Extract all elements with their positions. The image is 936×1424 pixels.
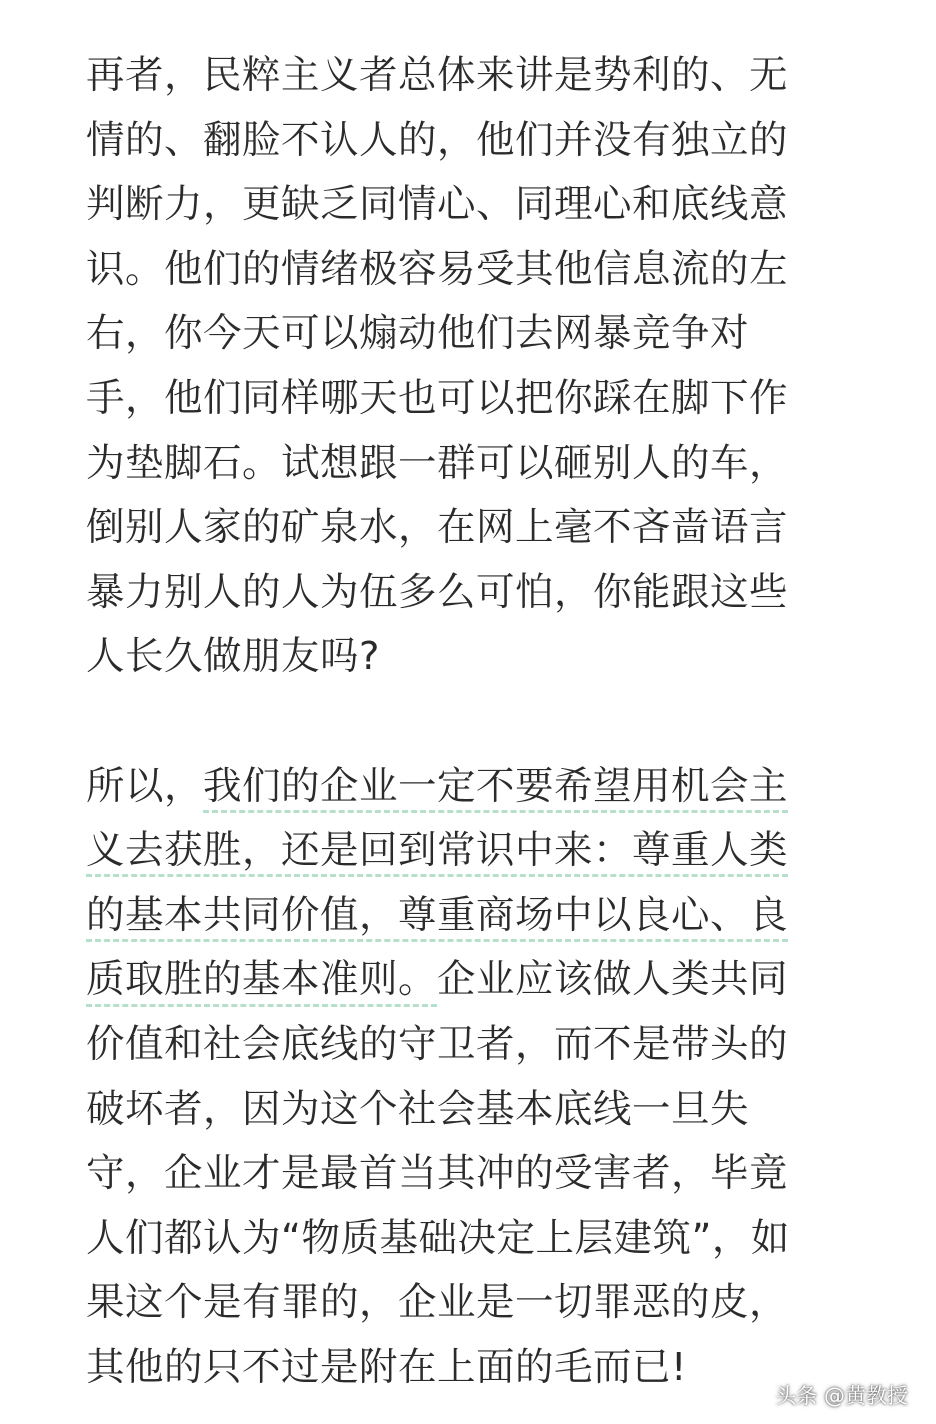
text-line: 识。他们的情绪极容易受其他信息流的左	[86, 246, 789, 292]
text-line	[86, 884, 856, 949]
highlighted-text[interactable]: 质取胜的基本准则。	[86, 959, 437, 1006]
highlighted-text[interactable]: 义去获胜，还是回到常识中来：尊重人类	[86, 830, 788, 877]
highlighted-text[interactable]: 的基本共同价值，尊重商场中以良心、良	[86, 895, 788, 942]
text-line: 暴力别人的人为伍多么可怕，你能跟这些	[86, 569, 789, 615]
text-line: 再者，民粹主义者总体来讲是势利的、无	[86, 53, 789, 98]
text-line: 人长久做朋友吗?	[86, 634, 380, 680]
text-line: 情的、翻脸不认人的，他们并没有独立的	[86, 117, 789, 163]
text-line: 价值和社会底线的守卫者，而不是带头的	[86, 1021, 789, 1067]
text-line: 手，他们同样哪天也可以把你踩在脚下作	[86, 375, 789, 421]
text-line: 破坏者，因为这个社会基本底线一旦失	[86, 1086, 750, 1132]
text-line	[86, 755, 856, 820]
highlighted-text[interactable]: 我们的企业一定不要希望用机会主	[203, 766, 788, 813]
source-watermark: 头条 @黄教授	[775, 1384, 908, 1408]
text-line: 其他的只不过是附在上面的毛而已!	[86, 1344, 687, 1390]
plain-text: 企业应该做人类共同	[437, 957, 789, 1003]
paragraph-2	[86, 755, 856, 1401]
article-body	[86, 44, 856, 1400]
paragraph-1	[86, 44, 856, 690]
paragraph-spacer	[86, 690, 856, 755]
text-line: 为垫脚石。试想跟一群可以砸别人的车，	[86, 440, 789, 486]
text-line: 果这个是有罪的，企业是一切罪恶的皮，	[86, 1280, 789, 1326]
text-line: 判断力，更缺乏同情心、同理心和底线意	[86, 182, 789, 228]
text-line	[86, 819, 856, 884]
text-line: 人们都认为“物质基础决定上层建筑”，如	[86, 1215, 790, 1261]
text-line: 守，企业才是最首当其冲的受害者，毕竟	[86, 1151, 789, 1197]
text-line	[86, 948, 856, 1013]
text-line: 倒别人家的矿泉水，在网上毫不吝啬语言	[86, 505, 789, 551]
plain-text: 所以，	[86, 763, 204, 809]
text-line: 右，你今天可以煽动他们去网暴竞争对	[86, 311, 750, 357]
